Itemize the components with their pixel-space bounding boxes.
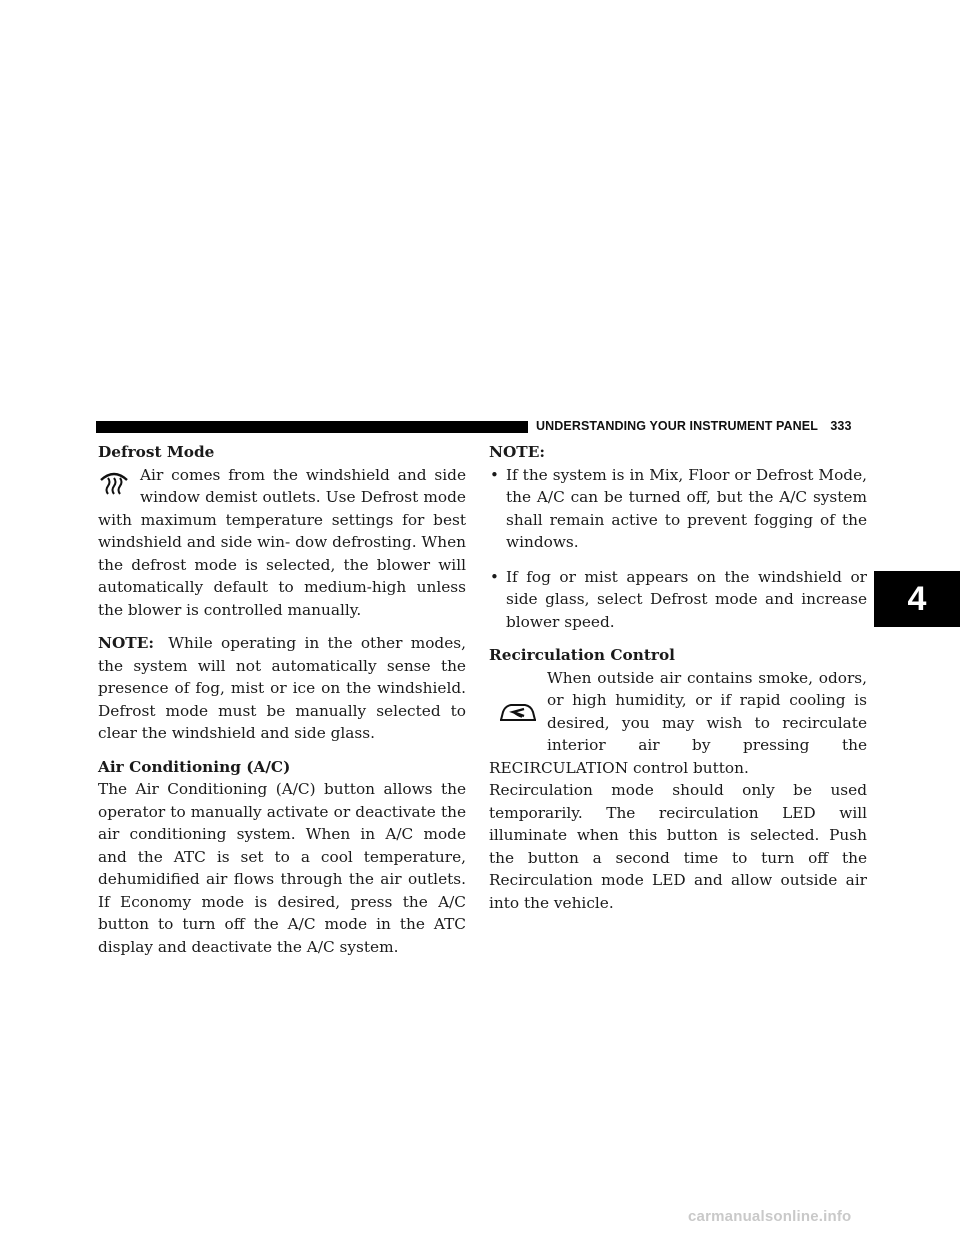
note-heading: NOTE: <box>489 443 545 461</box>
bullet-text: If fog or mist appears on the windshield or side glass, select Defrost mode and increase blower speed. <box>506 567 867 631</box>
bullet-text: If the system is in Mix, Floor or Defrost Mode, the A/C can be turned off, but the A/C system shall remain active to prevent fogging of the windows. <box>506 465 867 551</box>
defrost-text: Air comes from the windshield and side window demist outlets. Use Defrost mode with maximum temperature settings for best windshield and side win- dow defrosting. When the defrost mode is selected, the blower will automatically default to medium-high unless the blower is controlled manually. <box>98 465 466 619</box>
defrost-icon <box>98 466 134 508</box>
running-header <box>536 419 852 433</box>
list-item <box>489 566 867 634</box>
right-column <box>489 441 867 914</box>
ac-heading: Air Conditioning (A/C) <box>98 757 291 776</box>
recirculation-text: Recirculation mode should only be used temporarily. The recirculation LED will illuminate when this button is selected. Push the button a second time to turn off the Recirculation mode LED and allow outside air into the vehicle. <box>489 781 867 912</box>
recirculation-icon <box>489 667 547 757</box>
watermark: carmanualsonline.info <box>688 1208 852 1225</box>
note-bullets <box>489 464 867 634</box>
note-text: While operating in the other modes, the system will not automatically sense the presence of fog, mist or ice on the windshield. Defrost mode must be manually selected to clear the windshield and side glass. <box>98 634 466 742</box>
recirculation-intro: When outside air contains smoke, odors, or high humidity, or if rapid cooling is desired, you may wish to recirculate interior air by pressing the RECIRCULATION control button. <box>489 668 867 777</box>
defrost-heading: Defrost Mode <box>98 443 215 461</box>
header-title: UNDERSTANDING YOUR INSTRUMENT PANEL <box>536 419 818 433</box>
list-item <box>489 464 867 554</box>
left-column <box>98 441 466 958</box>
page-number: 333 <box>830 419 852 433</box>
recirculation-heading: Recirculation Control <box>489 646 675 664</box>
bullet-icon: • <box>490 567 499 586</box>
ac-text: The Air Conditioning (A/C) button allows the operator to manually activate or deactivate the air conditioning system. When in A/C mode and the ATC is set to a cool temperature, dehumidified air flows through the air outlets. If Economy mode is desired, press the A/C button to turn off the A/C mode in the ATC display and deactivate the A/C system. <box>98 780 466 956</box>
recirculation-block <box>489 667 867 915</box>
defrost-paragraph <box>98 464 466 622</box>
note-label: NOTE: <box>98 634 154 652</box>
note-paragraph <box>98 632 466 745</box>
header-rule <box>96 421 528 433</box>
bullet-icon: • <box>490 465 499 484</box>
chapter-tab: 4 <box>874 571 960 627</box>
